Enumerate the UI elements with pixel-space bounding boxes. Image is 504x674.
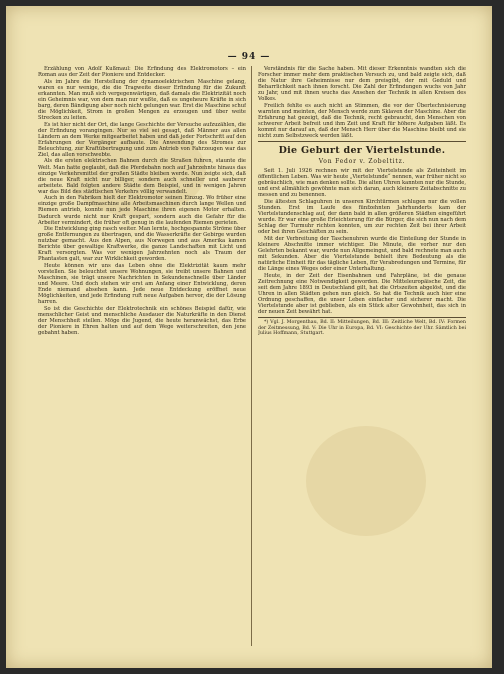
- left-column: [38, 66, 246, 656]
- left-paragraph: Auch in den Fabriken hielt der Elektromotor seinen Einzug. Wo früher eine einzige große Dampfmaschine alle Arbeitsmaschinen durch lange Wellen und Riemen antrieb, konnte nun jede Maschine ihren eigenen Motor erhalten. Dadurch wurde nicht nur Kraft gespart, sondern auch die Gefahr für die Arbeiter vermindert, die früher oft genug in die laufenden Riemen gerieten.: [38, 195, 246, 226]
- left-paragraph: Als im Jahre die Herstellung der dynamoelektrischen Maschine gelang, waren es nur wenige, die die Tragweite dieser Erfindung für die Zukunft erkannten. Man muß sich vergegenwärtigen, daß damals die Elektrizität noch ein Geheimnis war, von dem man nur wußte, daß es ungeheure Kräfte in sich barg, deren Bändigung aber noch nicht gelungen war. Erst die Maschine schuf die Möglichkeit, Strom in großen Mengen zu erzeugen und über weite Strecken zu leiten.: [38, 78, 246, 121]
- article-paragraph: Heute, in der Zeit der Eisenbahnen und Fahrpläne, ist die genaue Zeitrechnung eine Notwendigkeit geworden. Die Mitteleuropäische Zeit, die seit dem Jahre 1893 in Deutschland gilt, hat die Ortszeiten abgelöst, und die Uhren in allen Städten gehen nun gleich. So hat die Technik auch hier eine Ordnung geschaffen, die unser Leben einfacher und sicherer macht. Die Viertelstunde aber ist geblieben, als ein Stück alter Gewohnheit, das sich in der neuen Zeit bewährt hat.: [258, 272, 466, 316]
- left-paragraph: So ist die Geschichte der Elektrotechnik ein schönes Beispiel dafür, wie menschlicher Geist und menschliche Ausdauer die Naturkräfte in den Dienst der Menschheit stellen. Möge die Jugend, die heute heranwächst, das Erbe der Pioniere in Ehren halten und auf dem Wege weiterschreiten, den jene gebahnt haben.: [38, 305, 246, 337]
- article-title: Die Geburt der Viertelstunde.: [278, 145, 446, 157]
- article-paragraph: Die ältesten Schlaguhren in unseren Kirchtürmen schlugen nur die vollen Stunden. Erst im Laufe des fünfzehnten Jahrhunderts kam der Viertelstundenschlag auf, der dann bald in allen größeren Städten eingeführt wurde. Er war eine große Erleichterung für die Bürger, die sich nun nach dem Schlag der Turmuhr richten konnten, um zur rechten Zeit bei ihrer Arbeit oder bei ihren Geschäften zu sein.: [258, 198, 466, 236]
- section-rule: [258, 141, 466, 142]
- footnote-rule: [258, 317, 466, 318]
- left-paragraph: Es ist hier nicht der Ort, die lange Geschichte der Versuche aufzuzählen, die der Erfindung vorangingen. Nur so viel sei gesagt, daß Männer aus allen Ländern an dem Werke mitgearbeitet haben und daß jeder Fortschritt auf den Erfahrungen der Vorgänger aufbaute. Die Anwendung des Stromes zur Beleuchtung, zur Kraftübertragung und zum Antrieb von Fahrzeugen war das Ziel, das allen vorschwebte.: [38, 121, 246, 158]
- article-paragraph: Seit 1. Juli 1926 rechnen wir mit der Viertelstunde als Zeiteinheit im öffentlichen Leben. Was wir heute „Viertelstunde“ nennen, war früher nicht so gebräuchlich, wie man denken sollte. Die alten Uhren kannten nur die Stunde, und erst allmählich gewöhnte man sich daran, auch kleinere Zeitabschnitte zu messen und zu benennen.: [258, 168, 466, 199]
- left-paragraph: Als die ersten elektrischen Bahnen durch die Straßen fuhren, staunte die Welt. Man hatte geglaubt, daß die Pferdebahn noch auf Jahrzehnte hinaus das einzige Verkehrsmittel der großen Städte bleiben werde. Nun zeigte sich, daß die neue Kraft nicht nur billiger, sondern auch schneller und sauberer arbeitete. Bald folgten andere Städte dem Beispiel, und in wenigen Jahren war das Bild des städtischen Verkehrs völlig verwandelt.: [38, 158, 246, 195]
- right-intro-paragraph: Freilich fehlte es auch nicht an Stimmen, die vor der Übertechnisierung warnten und meinten, der Mensch werde zum Sklaven der Maschine. Aber die Erfahrung hat gezeigt, daß die Technik, recht gebraucht, den Menschen von schwerer Arbeit befreit und ihm Zeit und Kraft für höhere Aufgaben läßt. Es kommt nur darauf an, daß der Mensch Herr über die Maschine bleibt und sie nicht zum Selbstzweck werden läßt.: [258, 102, 466, 140]
- article-paragraph: Mit der Verbreitung der Taschenuhren wurde die Einteilung der Stunde in kleinere Abschnitte immer wichtiger. Die Minute, die vorher nur den Gelehrten bekannt war, wurde nun Allgemeingut, und bald rechnete man auch mit Sekunden. Aber die Viertelstunde behielt ihre Bedeutung als die natürliche Einheit für das tägliche Leben, für Verabredungen und Termine, für die Länge eines Weges oder einer Unterhaltung.: [258, 235, 466, 273]
- right-column: [258, 66, 466, 656]
- right-intro-paragraph: Verständnis für die Sache haben. Mit dieser Erkenntnis wandten sich die Forscher immer mehr dem praktischen Versuch zu, und bald zeigte sich, daß die Natur ihre Geheimnisse nur dem preisgibt, der mit Geduld und Beharrlichkeit nach ihnen forscht. Die Zahl der Erfindungen wuchs von Jahr zu Jahr, und mit ihnen wuchs das Ansehen der Technik in allen Kreisen des Volkes.: [258, 66, 466, 103]
- newspaper-page: [6, 6, 492, 668]
- footnote: *) Vgl. J. Morgenthau, Bd. II: Mitteilungen, Bd. III: Zeitliche Welt, Bd. IV: Formen der Zeitmessung, Bd. V: Die Uhr in Europa, Bd. VI: Geschichte der Uhr. Sämtlich bei Julius Hoffmann, Stuttgart.: [258, 320, 466, 337]
- page-number: — 94 —: [227, 52, 271, 62]
- left-paragraph: Erzählung von Adolf Kußmaul: Die Erfindung des Elektromotors – ein Roman aus der Zeit der Pioniere und Entdecker.: [38, 66, 246, 79]
- article-author: Von Fedor v. Zobeltitz.: [318, 158, 406, 166]
- left-paragraph: Heute können wir uns das Leben ohne die Elektrizität kaum mehr vorstellen. Sie beleuchtet unsere Wohnungen, sie treibt unsere Bahnen und Maschinen, sie trägt unsere Nachrichten in Sekundenschnelle über Länder und Meere. Und doch stehen wir erst am Anfang einer Entwicklung, deren Ende niemand absehen kann. Jede neue Entdeckung eröffnet neue Möglichkeiten, und jede Erfindung ruft neue Aufgaben hervor, die der Lösung harren.: [38, 263, 246, 306]
- left-paragraph: Die Entwicklung ging rasch weiter. Man lernte, hochgespannte Ströme über große Entfernungen zu übertragen, und die Wasserkräfte der Gebirge wurden nutzbar gemacht. Aus den Alpen, aus Norwegen und aus Amerika kamen Berichte über gewaltige Kraftwerke, die ganze Landschaften mit Licht und Kraft versorgten. Was vor wenigen Jahrzehnten noch als Traum der Phantasten galt, war zur Wirklichkeit geworden.: [38, 226, 246, 263]
- column-divider: [251, 66, 252, 646]
